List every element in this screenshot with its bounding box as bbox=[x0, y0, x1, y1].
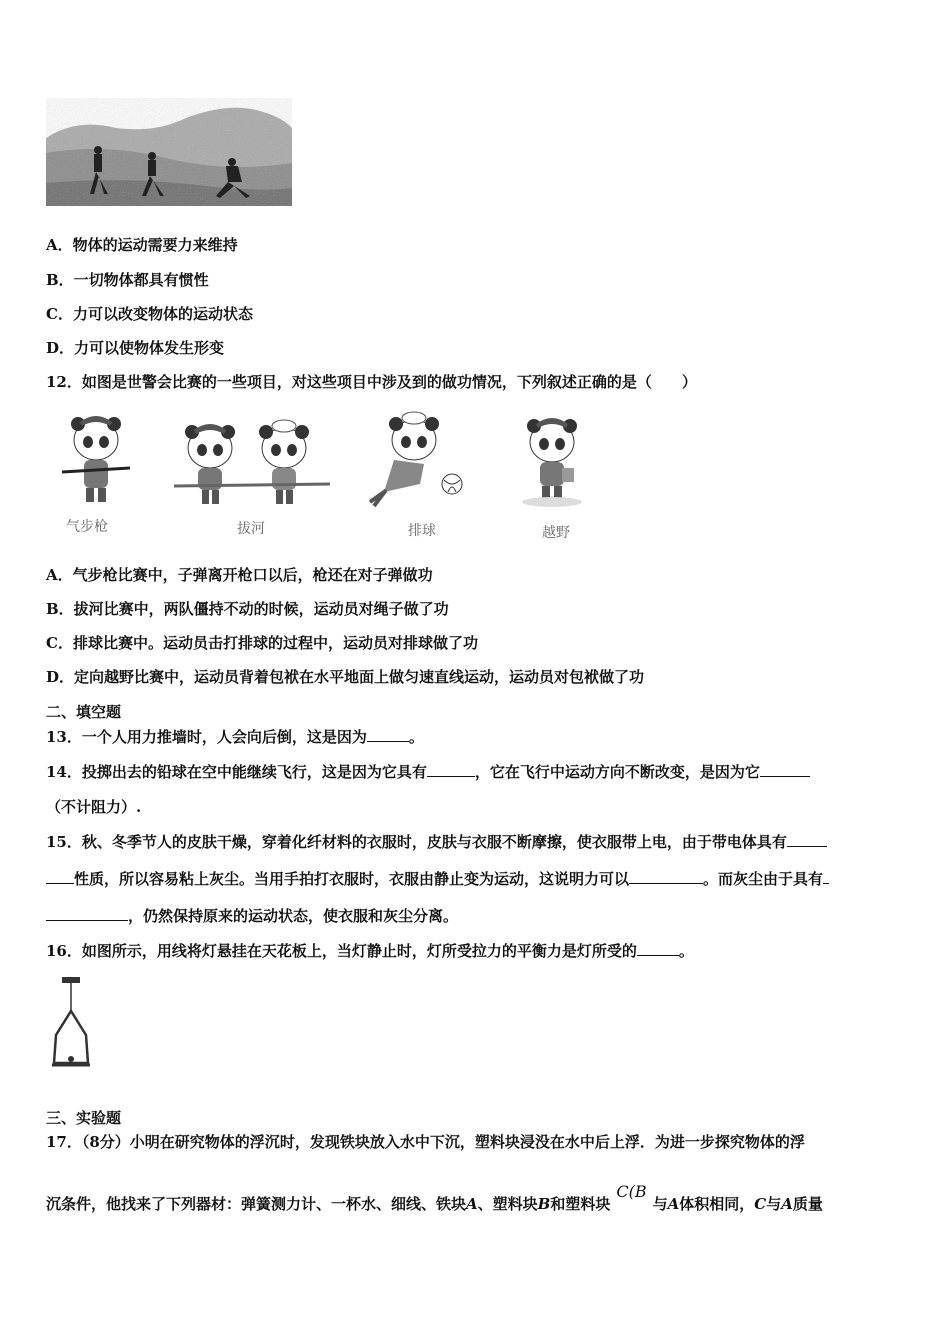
q15-blank-1a[interactable] bbox=[787, 832, 827, 847]
caption-tug: 拔河 bbox=[237, 521, 265, 537]
q11-option-c: C．力可以改变物体的运动状态 bbox=[46, 305, 253, 323]
q14-line1 bbox=[46, 762, 810, 782]
q15-text-d: ，仍然保持原来的运动状态，使衣服和灰尘分离。 bbox=[128, 907, 459, 925]
q17-text-d: 与 bbox=[652, 1195, 668, 1213]
q13-text: 13．一个人用力推墙时，人会向后倒，这是因为 bbox=[46, 728, 367, 746]
hanging-lamp-figure bbox=[46, 975, 96, 1071]
q17-var-a: A bbox=[466, 1195, 478, 1213]
q12-option-b: B．拔河比赛中，两队僵持不动的时候，运动员对绳子做了功 bbox=[46, 600, 449, 618]
panda-rifle-figure bbox=[56, 410, 136, 510]
q17-var-a2: A bbox=[667, 1195, 680, 1213]
q14-text-a: 14．投掷出去的铅球在空中能继续飞行，这是因为它具有 bbox=[46, 763, 427, 781]
q13-blank[interactable] bbox=[367, 727, 409, 742]
q17-var-b: B bbox=[537, 1195, 551, 1213]
running-photo bbox=[46, 98, 292, 206]
q17-text-b: 、塑料块 bbox=[477, 1195, 538, 1213]
q15-blank-3a[interactable] bbox=[823, 869, 829, 884]
q14-blank-1[interactable] bbox=[427, 762, 475, 777]
q15-blank-3b[interactable] bbox=[46, 906, 128, 921]
q17-text-a: 沉条件，他找来了下列器材：弹簧测力计、一杯水、细线、铁块 bbox=[46, 1195, 467, 1213]
q17-text-c: 和塑料块 bbox=[550, 1195, 611, 1213]
q17-text-f: 与 bbox=[766, 1195, 782, 1213]
panda-volleyball-figure bbox=[364, 410, 474, 510]
q15-text-c: 。而灰尘由于具有 bbox=[703, 870, 824, 888]
q11-option-d: D．力可以使物体发生形变 bbox=[46, 339, 225, 357]
caption-rifle: 气步枪 bbox=[66, 519, 108, 535]
q16-blank[interactable] bbox=[637, 941, 679, 956]
q12-option-d: D．定向越野比赛中，运动员背着包袱在水平地面上做匀速直线运动，运动员对包袱做了功 bbox=[46, 668, 645, 686]
q14-text-b: ，它在飞行中运动方向不断改变，是因为它 bbox=[474, 763, 760, 781]
q13-end: 。 bbox=[408, 728, 424, 746]
q16 bbox=[46, 941, 694, 961]
q15-blank-1b[interactable] bbox=[46, 869, 74, 884]
q16-text: 16．如图所示，用线将灯悬挂在天花板上，当灯静止时，灯所受拉力的平衡力是灯所受的 bbox=[46, 942, 637, 960]
q17-formula: C(B bbox=[616, 1182, 647, 1201]
q14-blank-2[interactable] bbox=[760, 762, 810, 777]
q12-option-c: C．排球比赛中。运动员击打排球的过程中，运动员对排球做了功 bbox=[46, 634, 478, 652]
q15-line2 bbox=[46, 869, 829, 889]
q15-line1 bbox=[46, 832, 827, 852]
panda-tug-figure bbox=[172, 416, 332, 508]
q17-text-g: 质量 bbox=[792, 1195, 823, 1213]
section-experiment-heading: 三、实验题 bbox=[46, 1109, 122, 1127]
q17-line2 bbox=[46, 1182, 823, 1214]
q11-option-a: A．物体的运动需要力来维持 bbox=[46, 236, 238, 254]
q17-text-e: 体积相同， bbox=[679, 1195, 755, 1213]
q13 bbox=[46, 727, 424, 747]
caption-volleyball: 排球 bbox=[408, 523, 436, 539]
q15-line3 bbox=[46, 906, 458, 926]
q17-line1: 17．（8分）小明在研究物体的浮沉时，发现铁块放入水中下沉，塑料块浸没在水中后上浮．为进一步探究物体的浮 bbox=[46, 1133, 805, 1151]
q14-line2: （不计阻力）. bbox=[46, 798, 142, 816]
q11-option-b: B．一切物体都具有惯性 bbox=[46, 271, 209, 289]
panda-orienteering-figure bbox=[512, 412, 592, 508]
q17-var-c: C bbox=[754, 1195, 767, 1213]
q15-blank-2[interactable] bbox=[629, 869, 703, 884]
q17-var-a3: A bbox=[781, 1195, 793, 1213]
q15-text-b: 性质，所以容易粘上灰尘。当用手拍打衣服时，衣服由静止变为运动，这说明力可以 bbox=[74, 870, 630, 888]
section-fill-in-heading: 二、填空题 bbox=[46, 703, 122, 721]
q12-option-a: A．气步枪比赛中，子弹离开枪口以后，枪还在对子弹做功 bbox=[46, 566, 433, 584]
caption-orienteering: 越野 bbox=[542, 525, 570, 541]
q16-end: 。 bbox=[678, 942, 694, 960]
q12-stem: 12．如图是世警会比赛的一些项目，对这些项目中涉及到的做功情况，下列叙述正确的是（ ） bbox=[46, 373, 697, 391]
q15-text-a: 15．秋、冬季节人的皮肤干燥，穿着化纤材料的衣服时，皮肤与衣服不断摩擦，使衣服带上电，由于带电体具有 bbox=[46, 833, 787, 851]
